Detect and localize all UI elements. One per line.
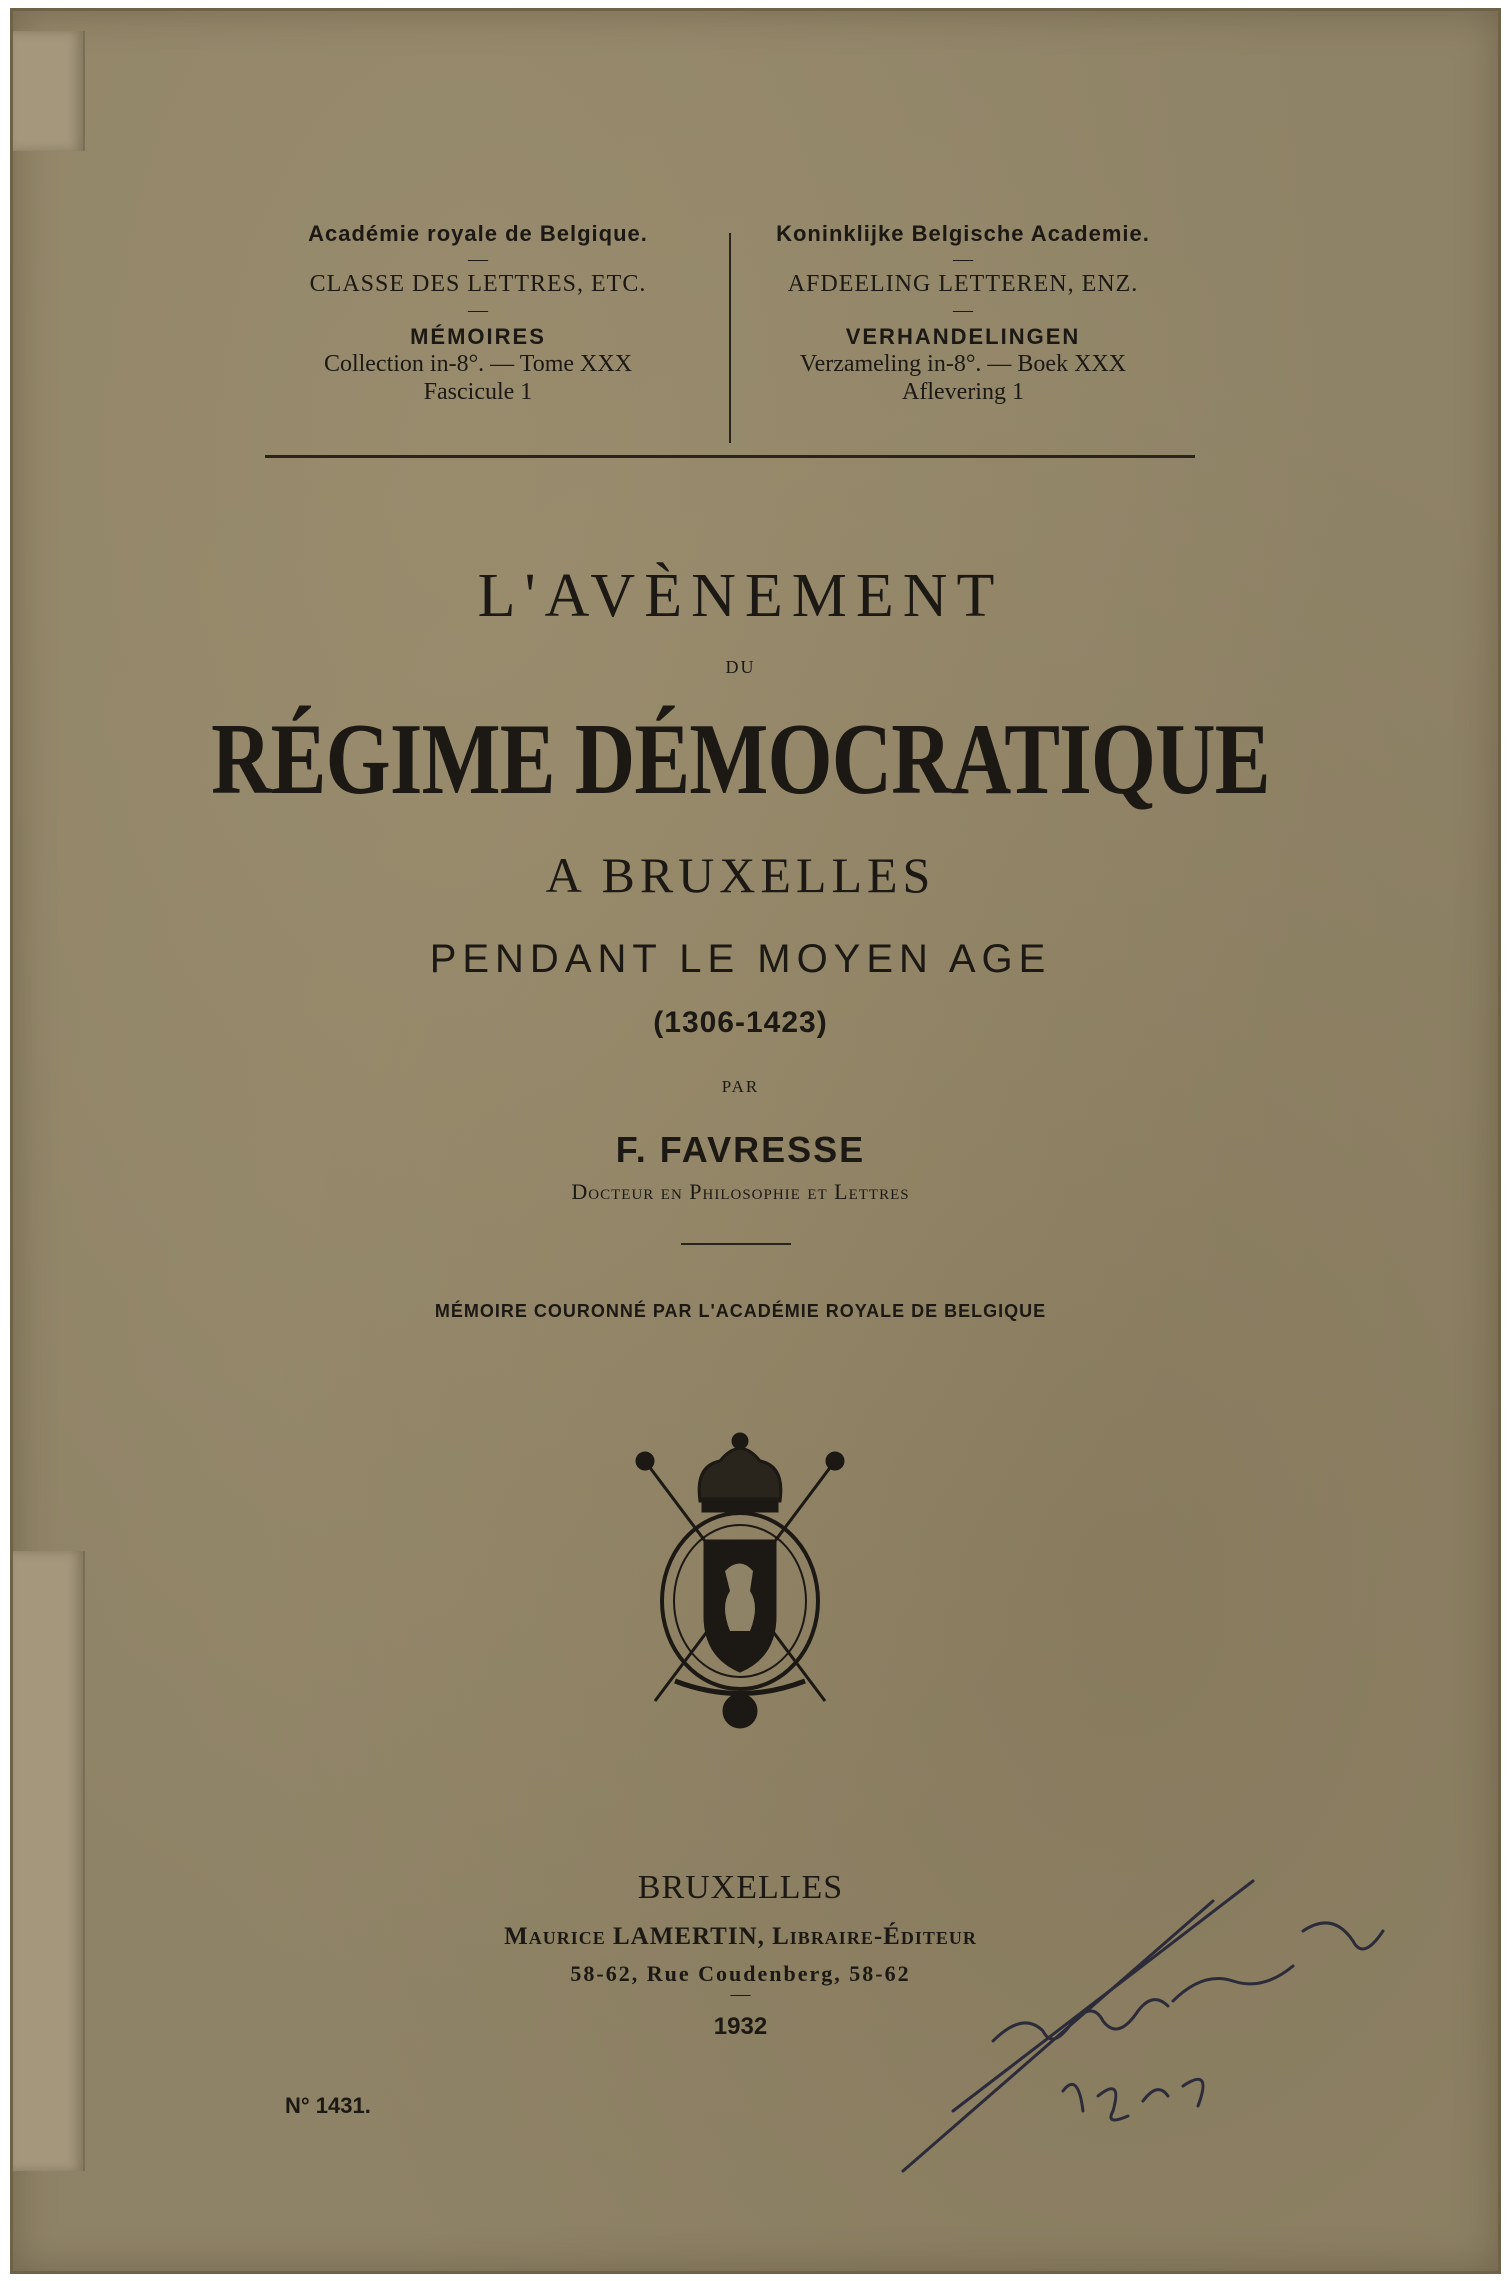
spine-tape-top	[13, 31, 85, 151]
book-cover	[10, 8, 1501, 2274]
imprint-address: 58-62, Rue Coudenberg, 58-62	[570, 1961, 911, 1986]
header-right	[733, 221, 1193, 406]
imprint-year: 1932	[713, 2013, 768, 2040]
title-line-4: PENDANT LE MOYEN AGE	[429, 937, 1052, 981]
imprint-dash: —	[730, 1983, 751, 2005]
header-left	[248, 221, 708, 406]
belgian-coat-of-arms-icon	[625, 1431, 855, 1741]
spine-tape-bottom	[13, 1551, 85, 2171]
author-name: F. FAVRESSE	[615, 1129, 866, 1170]
title-dates: (1306-1423)	[653, 1006, 828, 1039]
title-line-1: L'AVÈNEMENT	[477, 562, 1004, 630]
header-left-institution: Académie royale de Belgique.	[308, 221, 648, 246]
prize-line: MÉMOIRE COURONNÉ PAR L'ACADÉMIE ROYALE DE BELGIQUE	[434, 1301, 1047, 1321]
header-left-series: MÉMOIRES	[410, 324, 546, 349]
imprint-publisher: Maurice LAMERTIN, Libraire-Éditeur	[504, 1923, 977, 1950]
header-right-institution: Koninklijke Belgische Academie.	[776, 221, 1150, 246]
title-line-2: RÉGIME DÉMOCRATIQUE	[211, 703, 1270, 816]
catalog-number: N° 1431.	[285, 2093, 371, 2118]
header-left-class: CLASSE DES LETTRES, ETC.	[309, 271, 647, 297]
header-right-dash: —	[953, 248, 973, 270]
header-left-collection: Collection in-8°. — Tome XXX	[323, 351, 633, 377]
header-left-dash: —	[468, 248, 488, 270]
header-divider	[729, 233, 731, 443]
author-degree: Docteur en Philosophie et Lettres	[571, 1179, 910, 1204]
header-right-class: AFDEELING LETTEREN, ENZ.	[787, 271, 1139, 297]
header-left-fascicule: Fascicule 1	[423, 379, 533, 405]
header-left-dash-2: —	[468, 299, 488, 321]
header-rule	[265, 455, 1195, 458]
header-right-dash-2: —	[953, 299, 973, 321]
imprint-city: BRUXELLES	[637, 1869, 844, 1906]
par-label: PAR	[721, 1077, 760, 1096]
separator-rule	[681, 1243, 791, 1245]
header-right-series: VERHANDELINGEN	[845, 324, 1081, 349]
title-du: DU	[725, 657, 756, 677]
header-right-collection: Verzameling in-8°. — Boek XXX	[799, 351, 1127, 377]
title-line-3: A BRUXELLES	[545, 847, 936, 903]
header-right-aflevering: Aflevering 1	[902, 379, 1024, 405]
handwritten-signature	[883, 1871, 1443, 2191]
